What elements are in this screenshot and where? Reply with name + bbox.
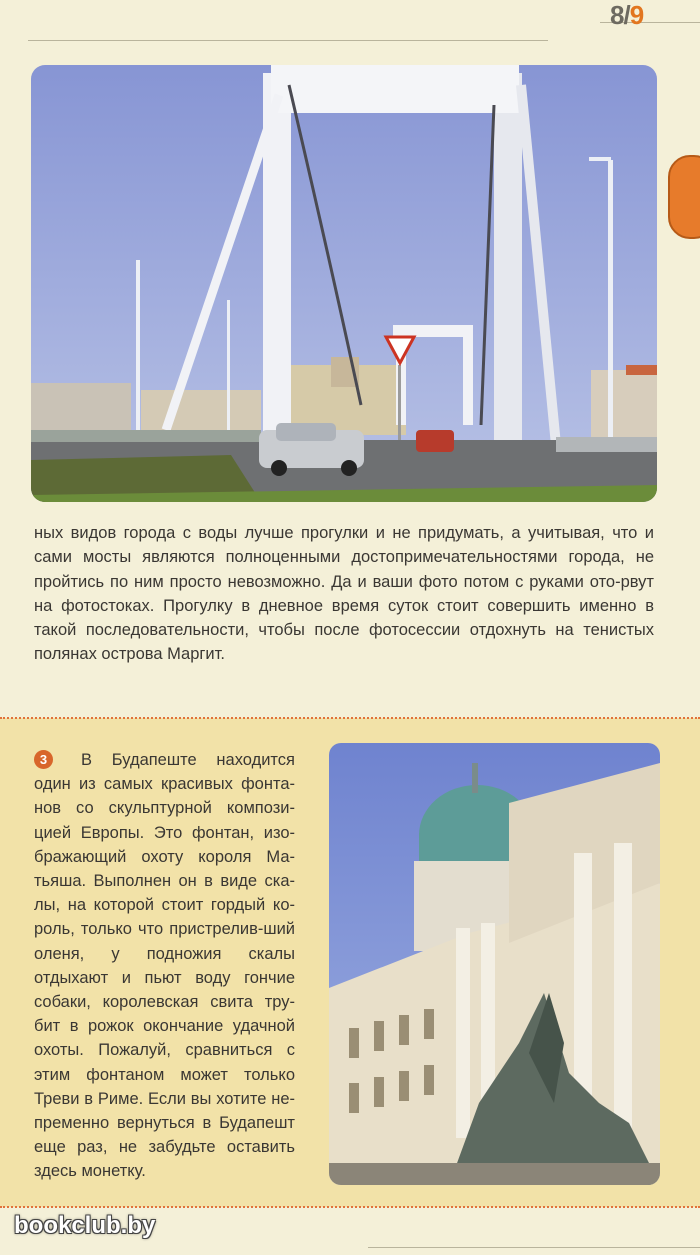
bridge-photo xyxy=(31,65,657,502)
bottom-rule xyxy=(368,1247,700,1248)
page-number-separator: / xyxy=(623,0,630,30)
castle-photo xyxy=(329,743,660,1185)
page-number-left: 8 xyxy=(610,0,624,30)
page-number xyxy=(610,0,643,31)
fountain-paragraph xyxy=(34,748,295,1184)
box-top-border xyxy=(0,717,700,719)
box-bottom-border xyxy=(0,1206,700,1208)
watermark: bookclub.by xyxy=(14,1212,156,1239)
item-number-badge: 3 xyxy=(34,750,53,769)
chapter-tab xyxy=(668,155,700,239)
body-paragraph: ных видов города с воды лучше прогулки и не придумать, а учитывая, что и сами мосты являются полноценными достопримечательностями города, не пройтись по ним просто невозможно. Да и ваши фото потом с руками ото-рвут на фотостоках. Прогулку в дневное время суток стоит совершить именно в такой последовательности, чтобы после фотосессии отдохнуть на тенистых полянах острова Маргит. xyxy=(34,524,654,664)
top-rule xyxy=(28,40,548,41)
page-number-right: 9 xyxy=(629,0,644,30)
fountain-text: В Будапеште находится один из самых красивых фонта-нов со скульптурной компози-цией Европы. Это фонтан, изо-бражающий охоту короля Ма-тьяша. Выполнен он в виде ска-лы, на которой стоит гордый ко-роль, только что пристрелив-ший оленя, у подножия скалы отдыхают и пьют воду гончие собаки, королевская свита тру-бит в рожок окончание удачной охоты. Пожалуй, сравниться с этим фонтаном может только Треви в Риме. Если вы хотите не-пременно вернуться в Будапешт еще раз, не забудьте оставить здесь монетку. xyxy=(34,751,295,1181)
